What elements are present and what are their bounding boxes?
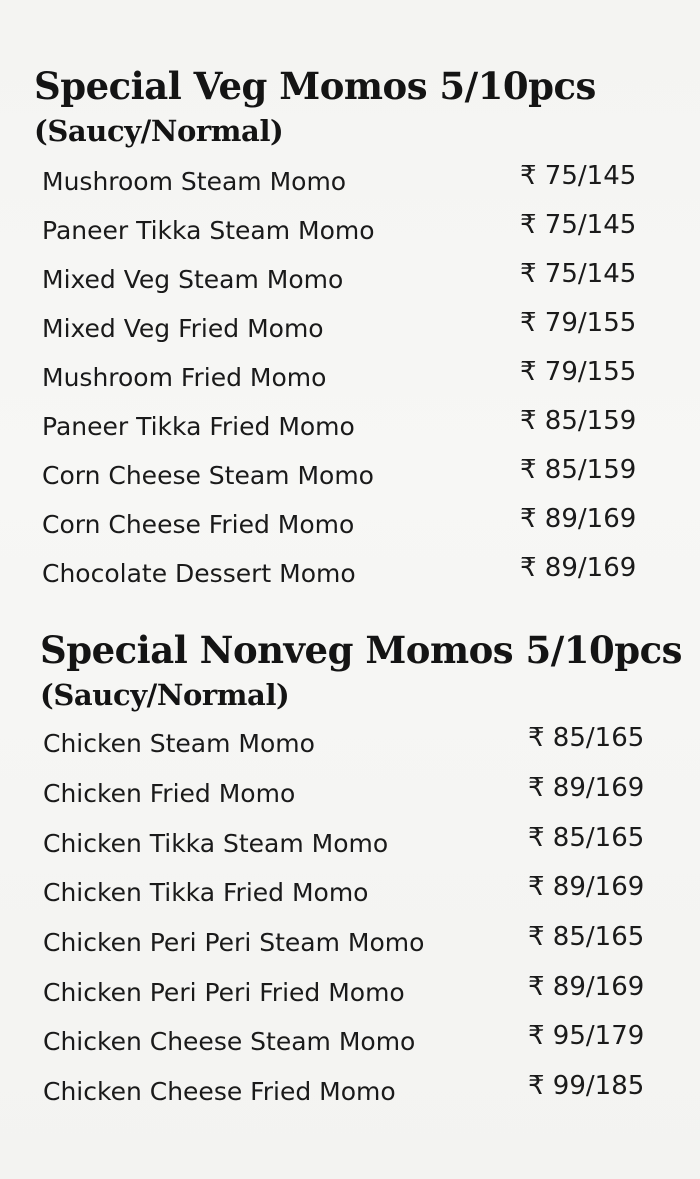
menu-item-name: Mushroom Fried Momo (42, 363, 327, 393)
menu-item-price: ₹ 79/155 (520, 308, 637, 339)
menu-item-name: Corn Cheese Steam Momo (42, 461, 374, 491)
menu-item (0, 406, 700, 455)
menu-item-price: ₹ 99/185 (528, 1071, 645, 1101)
menu-item-name: Chicken Fried Momo (43, 778, 296, 808)
menu-item-name: Chicken Steam Momo (43, 729, 315, 759)
menu-item (0, 308, 700, 357)
menu-item-name: Chicken Tikka Steam Momo (43, 828, 389, 858)
menu-item (0, 1071, 700, 1121)
menu-item (0, 553, 700, 602)
menu-item (0, 259, 700, 308)
menu-item-price: ₹ 89/169 (528, 872, 645, 903)
menu-item (0, 455, 700, 504)
section-title: Special Nonveg Momos 5/10pcs (40, 628, 682, 672)
menu-item-name: Chicken Cheese Steam Momo (43, 1027, 416, 1057)
menu-item (0, 972, 700, 1022)
menu-item-name: Corn Cheese Fried Momo (42, 510, 355, 540)
menu-item (0, 357, 700, 406)
menu-item-price: ₹ 85/159 (520, 406, 637, 437)
nonveg-momos-section (0, 628, 700, 1121)
menu-item-price: ₹ 75/145 (520, 210, 637, 241)
menu-item-price: ₹ 89/169 (520, 504, 637, 535)
menu-item (0, 1021, 700, 1071)
menu-item (0, 504, 700, 553)
menu-item (0, 872, 700, 922)
menu-item-name: Chicken Peri Peri Fried Momo (43, 977, 405, 1007)
menu-item-price: ₹ 89/169 (520, 553, 637, 584)
menu-item-name: Mushroom Steam Momo (42, 167, 347, 197)
menu-item-price: ₹ 85/159 (520, 455, 637, 486)
menu-item (0, 823, 700, 873)
menu-item-name: Paneer Tikka Fried Momo (42, 412, 355, 442)
menu-item-name: Chocolate Dessert Momo (42, 559, 356, 589)
menu-item (0, 161, 700, 210)
menu-item (0, 210, 700, 259)
menu-item-name: Chicken Tikka Fried Momo (43, 878, 369, 908)
section-subtitle: (Saucy/Normal) (34, 114, 284, 149)
menu-item-name: Mixed Veg Fried Momo (42, 314, 324, 344)
menu-item-name: Mixed Veg Steam Momo (42, 265, 344, 295)
section-subtitle: (Saucy/Normal) (40, 678, 290, 713)
menu-item-price: ₹ 75/145 (520, 161, 637, 192)
menu-item-price: ₹ 89/169 (528, 772, 645, 803)
menu-item-price: ₹ 79/155 (520, 357, 637, 388)
veg-momos-section (0, 64, 700, 602)
menu-item (0, 773, 700, 823)
menu-item-list (0, 161, 700, 602)
menu-item-price: ₹ 85/165 (528, 822, 645, 853)
menu-item-price: ₹ 85/165 (528, 723, 645, 754)
menu-item (0, 922, 700, 972)
section-title: Special Veg Momos 5/10pcs (34, 64, 596, 108)
menu-item-price: ₹ 85/165 (528, 921, 645, 952)
menu-item-name: Chicken Cheese Fried Momo (43, 1077, 396, 1106)
menu-item-list (0, 723, 700, 1121)
menu-item-price: ₹ 95/179 (528, 1021, 645, 1052)
menu-item-price: ₹ 89/169 (528, 971, 645, 1002)
menu-item-name: Chicken Peri Peri Steam Momo (43, 927, 425, 957)
menu-item-price: ₹ 75/145 (520, 259, 637, 290)
menu-item-name: Paneer Tikka Steam Momo (42, 216, 375, 246)
menu-item (0, 723, 700, 773)
